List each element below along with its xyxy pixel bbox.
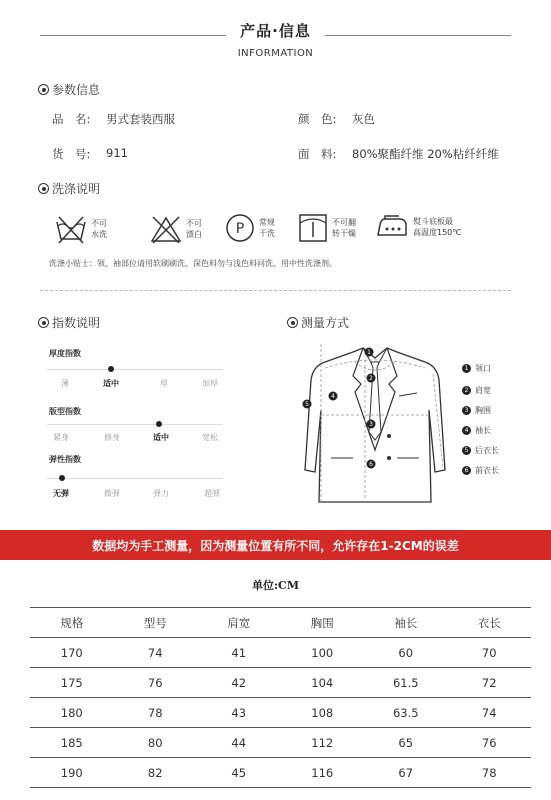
number-badge: 5 — [462, 446, 471, 455]
label-sku: 货 号: — [52, 147, 91, 161]
number-badge: 6 — [462, 466, 471, 475]
table-cell: 180 — [60, 705, 83, 720]
measure-legend-item: 4 袖长 — [462, 425, 491, 436]
svg-text:4: 4 — [331, 393, 335, 400]
table-row — [30, 638, 531, 668]
column-header: 胸围 — [310, 615, 334, 630]
table-cell: 63.5 — [392, 705, 419, 720]
wash-item-iron: 熨斗底板最 高温度150℃ — [375, 213, 461, 241]
table-cell: 78 — [147, 705, 163, 720]
index-fit-scale — [47, 424, 223, 425]
dry-clean-icon — [225, 213, 255, 243]
table-cell: 170 — [60, 645, 83, 660]
index-option: 厚 — [160, 379, 168, 388]
number-badge: 2 — [462, 386, 471, 395]
table-row — [30, 668, 531, 698]
wash-section-title: 洗涤说明 — [38, 180, 100, 197]
index-option: 微弹 — [104, 489, 120, 498]
measure-legend-item: 3 胸围 — [462, 405, 491, 416]
index-stretch-title: 弹性指数 — [49, 455, 81, 464]
index-thickness-marker — [108, 366, 114, 372]
iron-icon — [375, 213, 409, 241]
index-option: 超弹 — [204, 489, 220, 498]
svg-text:1: 1 — [367, 349, 371, 356]
no-wash-icon — [55, 213, 87, 245]
wash-item-no-tumble-dry: 不可翻 转干燥 — [298, 213, 356, 243]
no-tumble-dry-icon — [298, 213, 328, 243]
index-thickness-title: 厚度指数 — [49, 349, 81, 358]
table-cell: 190 — [60, 765, 83, 780]
label-color: 颜 色: — [298, 112, 337, 126]
table-cell: 185 — [60, 735, 83, 750]
index-option: 薄 — [61, 379, 69, 388]
measure-legend-item: 1 领口 — [462, 363, 491, 374]
no-bleach-icon — [150, 213, 182, 245]
table-cell: 74 — [147, 645, 163, 660]
table-cell: 175 — [60, 675, 83, 690]
page-title: 产品·信息 — [240, 22, 311, 40]
table-header-row — [30, 608, 531, 638]
index-option: 宽松 — [202, 433, 218, 442]
table-cell: 116 — [311, 765, 334, 780]
svg-text:P: P — [235, 221, 245, 237]
table-cell: 42 — [231, 675, 247, 690]
number-badge: 4 — [462, 426, 471, 435]
suit-measure-diagram — [295, 340, 455, 515]
index-stretch-marker — [59, 475, 65, 481]
measure-section-title: 测量方式 — [287, 314, 349, 331]
measure-legend-item: 2 肩宽 — [462, 385, 491, 396]
section-divider — [40, 290, 511, 291]
table-cell: 72 — [481, 675, 497, 690]
column-header: 衣长 — [477, 615, 501, 630]
bullet-icon — [38, 84, 49, 95]
size-table — [30, 607, 531, 788]
index-fit-title: 版型指数 — [49, 407, 81, 416]
wash-tip: 洗涤小贴士：领、袖部位请用软刷刷洗，深色料勿与浅色料同洗，用中性洗涤剂。 — [49, 259, 337, 268]
index-option: 弹力 — [153, 489, 169, 498]
index-option-selected: 适中 — [153, 433, 169, 442]
table-cell: 65 — [398, 735, 414, 750]
bullet-icon — [38, 183, 49, 194]
table-cell: 82 — [147, 765, 163, 780]
table-cell: 80 — [147, 735, 163, 750]
index-fit-marker — [156, 421, 162, 427]
measure-legend-item: 5 后衣长 — [462, 445, 499, 456]
label-fabric: 面 料: — [298, 147, 337, 161]
bullet-icon — [38, 317, 49, 328]
number-badge: 1 — [462, 364, 471, 373]
index-section-title: 指数说明 — [38, 314, 100, 331]
column-header: 肩宽 — [227, 615, 251, 630]
column-header: 袖长 — [394, 615, 418, 630]
table-row — [30, 728, 531, 758]
table-cell: 44 — [231, 735, 247, 750]
value-color: 灰色 — [352, 112, 375, 126]
table-cell: 70 — [481, 645, 497, 660]
table-cell: 100 — [311, 645, 334, 660]
table-cell: 108 — [311, 705, 334, 720]
measure-legend-item: 6 前衣长 — [462, 465, 499, 476]
table-cell: 45 — [231, 765, 247, 780]
table-cell: 104 — [311, 675, 334, 690]
svg-text:5: 5 — [305, 401, 309, 408]
index-stretch-scale — [47, 478, 223, 479]
svg-text:2: 2 — [369, 375, 373, 382]
index-option: 加厚 — [202, 379, 218, 388]
table-cell: 60 — [398, 645, 414, 660]
table-cell: 76 — [147, 675, 163, 690]
wash-item-no-bleach: 不可 漂白 — [150, 213, 202, 245]
table-cell: 67 — [398, 765, 414, 780]
table-row — [30, 758, 531, 788]
value-name: 男式套装西服 — [106, 112, 175, 126]
table-cell: 41 — [231, 645, 247, 660]
label-name: 品 名: — [52, 112, 91, 126]
column-header: 型号 — [143, 615, 167, 630]
index-option-selected: 适中 — [103, 379, 119, 388]
svg-text:6: 6 — [369, 461, 373, 468]
table-cell: 43 — [231, 705, 247, 720]
table-cell: 74 — [481, 705, 497, 720]
bullet-icon — [287, 317, 298, 328]
table-cell: 61.5 — [392, 675, 419, 690]
measurement-notice-banner: 数据均为手工测量，因为测量位置有所不同，允许存在1-2CM的误差 — [0, 530, 551, 560]
page-subtitle: INFORMATION — [237, 48, 314, 59]
column-header: 规格 — [60, 615, 84, 630]
svg-text:3: 3 — [369, 421, 373, 428]
table-cell: 112 — [311, 735, 334, 750]
index-option: 修身 — [104, 433, 120, 442]
wash-item-no-wash: 不可 水洗 — [55, 213, 107, 245]
wash-item-dry-clean: P 常规 干洗 — [225, 213, 275, 243]
table-cell: 78 — [481, 765, 497, 780]
value-sku: 911 — [106, 146, 128, 160]
index-thickness-scale — [47, 369, 223, 370]
value-fabric: 80%聚酯纤维 20%粘纤纤维 — [352, 147, 499, 161]
index-option-selected: 无弹 — [53, 489, 69, 498]
params-section-title: 参数信息 — [38, 81, 100, 98]
unit-label: 单位:CM — [252, 579, 299, 592]
table-row — [30, 698, 531, 728]
number-badge: 3 — [462, 406, 471, 415]
index-option: 紧身 — [53, 433, 69, 442]
table-cell: 76 — [481, 735, 497, 750]
